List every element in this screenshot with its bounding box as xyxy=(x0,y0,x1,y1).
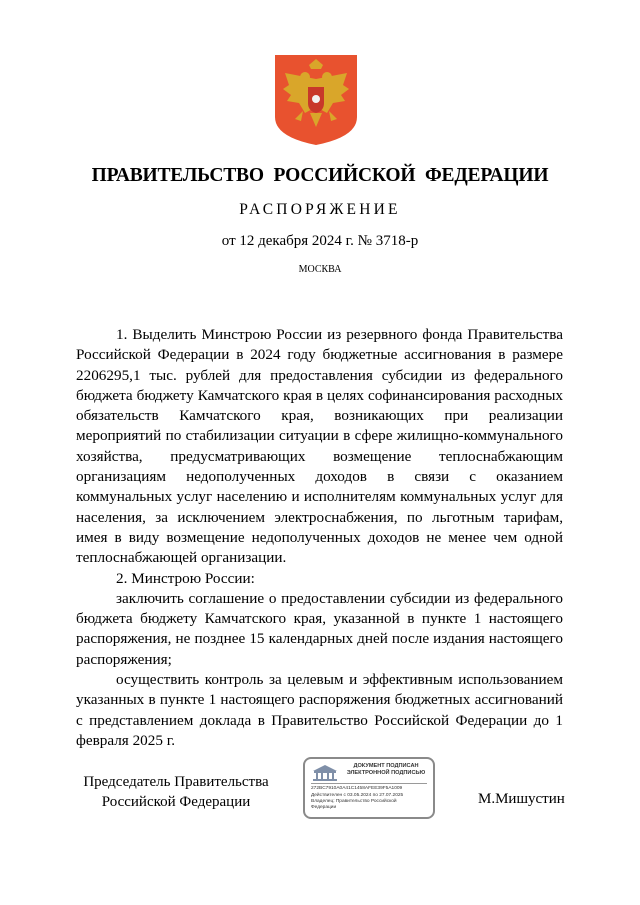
signer-position-line-1: Председатель Правительства xyxy=(83,774,269,790)
paragraph-2: 2. Минстрою России: xyxy=(116,569,255,587)
signer-name: М.Мишустин xyxy=(478,791,565,807)
stamp-title xyxy=(339,763,433,777)
building-icon xyxy=(311,764,339,782)
stamp-owner-line-2: Федерации xyxy=(311,805,337,810)
stamp-divider xyxy=(311,783,427,784)
paragraph-1: 1. Выделить Минстрою России из резервного фонда Правительства Российской Федерации в 2024 году бюджетные ассигнования в размере 2206295,1 тыс. рублей для предоставления субсидии из федерального бюджета бюджету Камчатского края в целях софинансирования расходных обязательств Камчатского края, возникающих при реализации мероприятий по стабилизации ситуации в сфере жилищно-коммунального хозяйства, предусматривающих возмещение теплоснабжающим организациям недополученных доходов в связи с оказанием коммунальных услуг населению и исполнителям коммунальных услуг для населения, за исключением электроснабжения, по льготным тарифам, имея в виду возмещение недополученных доходов не менее чем одной теплоснабжающей организации. xyxy=(76,326,563,567)
stamp-owner-line-1: Владелец: Правительство Российской xyxy=(311,799,397,804)
document-place: МОСКВА xyxy=(298,264,342,275)
stamp-certificate: 272BC7910A0A41C1458AFEE39F5A1009 xyxy=(311,786,403,791)
government-title: ПРАВИТЕЛЬСТВО РОССИЙСКОЙ ФЕДЕРАЦИИ xyxy=(91,165,549,186)
document-date-number: от 12 декабря 2024 г. № 3718-р xyxy=(221,233,419,249)
stamp-title-line-1: ДОКУМЕНТ ПОДПИСАН xyxy=(353,763,419,769)
paragraph-2-item-1: заключить соглашение о предоставлении субсидии из федерального бюджета бюджету Камчатского края, указанной в пункте 1 настоящего распоряжения, не позднее 15 календарных дней после издания настоящего распоряжения; xyxy=(76,589,563,668)
coat-of-arms-icon xyxy=(275,55,357,145)
paragraph-2-item-2: осуществить контроль за целевым и эффективным использованием указанных в пункте 1 настоящего распоряжения бюджетных ассигнований с представлением доклада в Правительство Российской Федерации до 1 февраля 2025 г. xyxy=(76,671,563,749)
stamp-validity: Действителен с 03.05.2024 по 27.07.2025 xyxy=(311,793,404,798)
signer-position-line-2: Российской Федерации xyxy=(101,794,251,810)
document-body xyxy=(76,325,563,751)
signer-position xyxy=(76,772,276,812)
stamp-title-line-2: ЭЛЕКТРОННОЙ ПОДПИСЬЮ xyxy=(346,770,426,776)
electronic-signature-stamp xyxy=(303,757,435,819)
document-type: РАСПОРЯЖЕНИЕ xyxy=(239,201,401,218)
